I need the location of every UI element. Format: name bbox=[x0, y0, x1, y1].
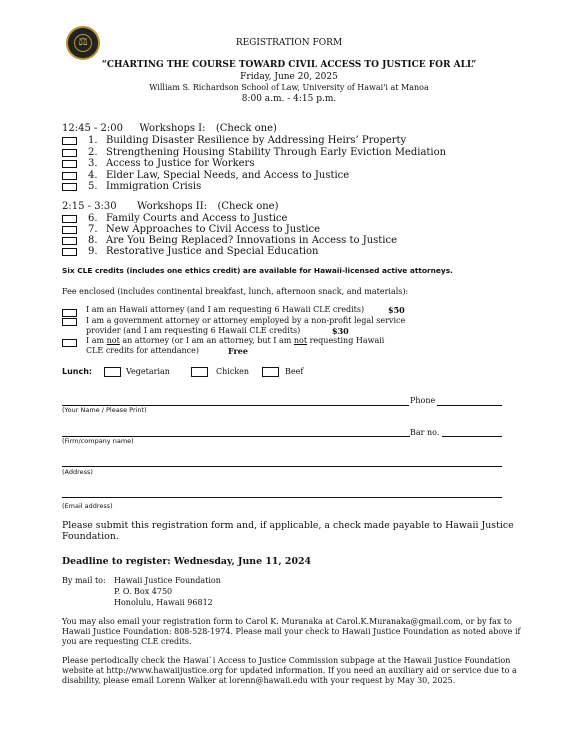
address-caption: (Address) bbox=[62, 468, 93, 476]
workshop-checkbox[interactable] bbox=[62, 172, 77, 180]
workshop-number: 6. bbox=[88, 213, 98, 224]
workshop-number: 3. bbox=[88, 158, 98, 169]
event-date: Friday, June 20, 2025 bbox=[240, 72, 338, 82]
workshop-checkbox[interactable] bbox=[62, 237, 77, 245]
phone-label: Phone bbox=[410, 396, 436, 405]
fee-non-attorney-line2: CLE credits for attendance) bbox=[86, 346, 200, 355]
lunch-beef-checkbox[interactable] bbox=[262, 367, 279, 377]
email-caption: (Email address) bbox=[62, 502, 113, 510]
workshop-title: Building Disaster Resilience by Addressing Heirs’ Property bbox=[106, 135, 407, 146]
event-title: “CHARTING THE COURSE TOWARD CIVIL ACCESS TO JUSTICE FOR ALL” bbox=[101, 60, 477, 70]
workshop-checkbox[interactable] bbox=[62, 160, 77, 168]
address-field-line[interactable] bbox=[62, 466, 502, 467]
workshop-title: Are You Being Replaced? Innovations in Access to Justice bbox=[106, 235, 398, 246]
workshop-checkbox[interactable] bbox=[62, 248, 77, 256]
workshop-title: Restorative Justice and Special Education bbox=[106, 246, 319, 257]
workshop-checkbox[interactable] bbox=[62, 215, 77, 223]
website-accessibility-notice: Please periodically check the Hawai`i Access to Justice Commission subpage at the Hawaii Justice Foundation website at http://www.hawaiijustice.org for updated information. If you need an auxiliary aid or service due to a disability, please email Lorenn Walker at lorenn@hawaii.edu with your request by May 30, 2025. bbox=[62, 656, 517, 685]
workshops-1-time: 12:45 - 2:00 bbox=[62, 123, 124, 134]
firm-caption: (Firm/company name) bbox=[62, 437, 134, 445]
workshops-1-heading: Workshops I: bbox=[139, 123, 206, 134]
mail-address-line3: Honolulu, Hawaii 96812 bbox=[114, 598, 213, 607]
workshop-checkbox[interactable] bbox=[62, 149, 77, 157]
deadline: Deadline to register: Wednesday, June 11, 2024 bbox=[62, 556, 312, 567]
workshop-number: 4. bbox=[88, 169, 98, 181]
fee-heading: Fee enclosed (includes continental breakfast, lunch, afternoon snack, and materials): bbox=[62, 287, 409, 296]
workshop-number: 5. bbox=[88, 181, 98, 192]
fee-non-attorney-line1: I am not an attorney (or I am an attorney, but I am not requesting Hawaii bbox=[86, 336, 385, 345]
fee-non-attorney-checkbox[interactable] bbox=[62, 339, 77, 347]
workshops-1-header bbox=[62, 123, 277, 135]
name-caption: (Your Name / Please Print) bbox=[62, 406, 147, 414]
workshop-title: New Approaches to Civil Access to Justice bbox=[106, 224, 321, 235]
workshop-number: 9. bbox=[88, 246, 98, 257]
fee-government-line1: I am a government attorney or attorney employed by a non-profit legal service bbox=[86, 316, 406, 325]
workshop-number: 1. bbox=[88, 135, 98, 146]
mail-address-line1: Hawaii Justice Foundation bbox=[114, 576, 221, 585]
cle-notice: Six CLE credits (includes one ethics credit) are available for Hawaii-licensed active attorneys. bbox=[62, 266, 453, 275]
workshop-number: 8. bbox=[88, 235, 98, 246]
fee-government-line2: provider (and I am requesting 6 Hawaii CLE credits) bbox=[86, 326, 301, 335]
event-venue: William S. Richardson School of Law, University of Hawai'i at Manoa bbox=[149, 83, 429, 92]
workshop-title: Elder Law, Special Needs, and Access to Justice bbox=[106, 169, 350, 181]
workshops-2-instruction: (Check one) bbox=[217, 201, 279, 212]
fee-attorney-price: $50 bbox=[388, 305, 405, 315]
workshop-checkbox[interactable] bbox=[62, 137, 77, 145]
fee-government-price: $30 bbox=[332, 326, 349, 336]
email-fax-instructions: You may also email your registration form to Carol K. Muranaka at Carol.K.Muranaka@gmail.com, or by fax to Hawaii Justice Foundation: 808-528-1974. Please mail your check to Hawaii Justice Foundation as noted above if you are requesting CLE credits. bbox=[62, 617, 521, 646]
workshops-2-heading: Workshops II: bbox=[137, 201, 208, 212]
bar-number-field-line[interactable] bbox=[442, 436, 502, 437]
event-time: 8:00 a.m. - 4:15 p.m. bbox=[241, 94, 337, 104]
workshop-title: Family Courts and Access to Justice bbox=[106, 213, 288, 224]
workshop-checkbox[interactable] bbox=[62, 183, 77, 191]
mail-address-line2: P. O. Box 4750 bbox=[114, 587, 173, 596]
mail-label: By mail to: bbox=[62, 576, 106, 585]
workshop-title: Access to Justice for Workers bbox=[106, 158, 255, 169]
lunch-label: Lunch: bbox=[62, 367, 93, 376]
lunch-beef-label: Beef bbox=[285, 367, 304, 376]
workshops-2-header bbox=[62, 201, 278, 213]
lunch-vegetarian-checkbox[interactable] bbox=[104, 367, 121, 377]
lunch-vegetarian-label: Vegetarian bbox=[126, 367, 170, 376]
workshops-2-time: 2:15 - 3:30 bbox=[62, 201, 117, 212]
lunch-chicken-checkbox[interactable] bbox=[191, 367, 208, 377]
fee-government-checkbox[interactable] bbox=[62, 318, 77, 326]
workshop-number: 7. bbox=[88, 224, 98, 235]
fee-attorney-checkbox[interactable] bbox=[62, 309, 77, 317]
fee-non-attorney-price: Free bbox=[228, 346, 248, 356]
phone-field-line[interactable] bbox=[437, 405, 502, 406]
scales-icon: ⚖ bbox=[78, 35, 88, 48]
form-title: REGISTRATION FORM bbox=[235, 38, 343, 48]
email-field-line[interactable] bbox=[62, 497, 502, 498]
workshop-number: 2. bbox=[88, 146, 98, 158]
workshops-1-instruction: (Check one) bbox=[215, 123, 277, 134]
bar-number-label: Bar no. bbox=[410, 428, 440, 437]
workshop-title: Immigration Crisis bbox=[106, 181, 202, 192]
submit-instructions: Please submit this registration form and, if applicable, a check made payable to Hawaii Justice Foundation. bbox=[62, 520, 514, 542]
workshop-checkbox[interactable] bbox=[62, 226, 77, 234]
fee-attorney-text: I am an Hawaii attorney (and I am requesting 6 Hawaii CLE credits) bbox=[86, 305, 365, 314]
workshop-title: Strengthening Housing Stability Through Early Eviction Mediation bbox=[106, 146, 447, 158]
lunch-chicken-label: Chicken bbox=[216, 367, 250, 376]
